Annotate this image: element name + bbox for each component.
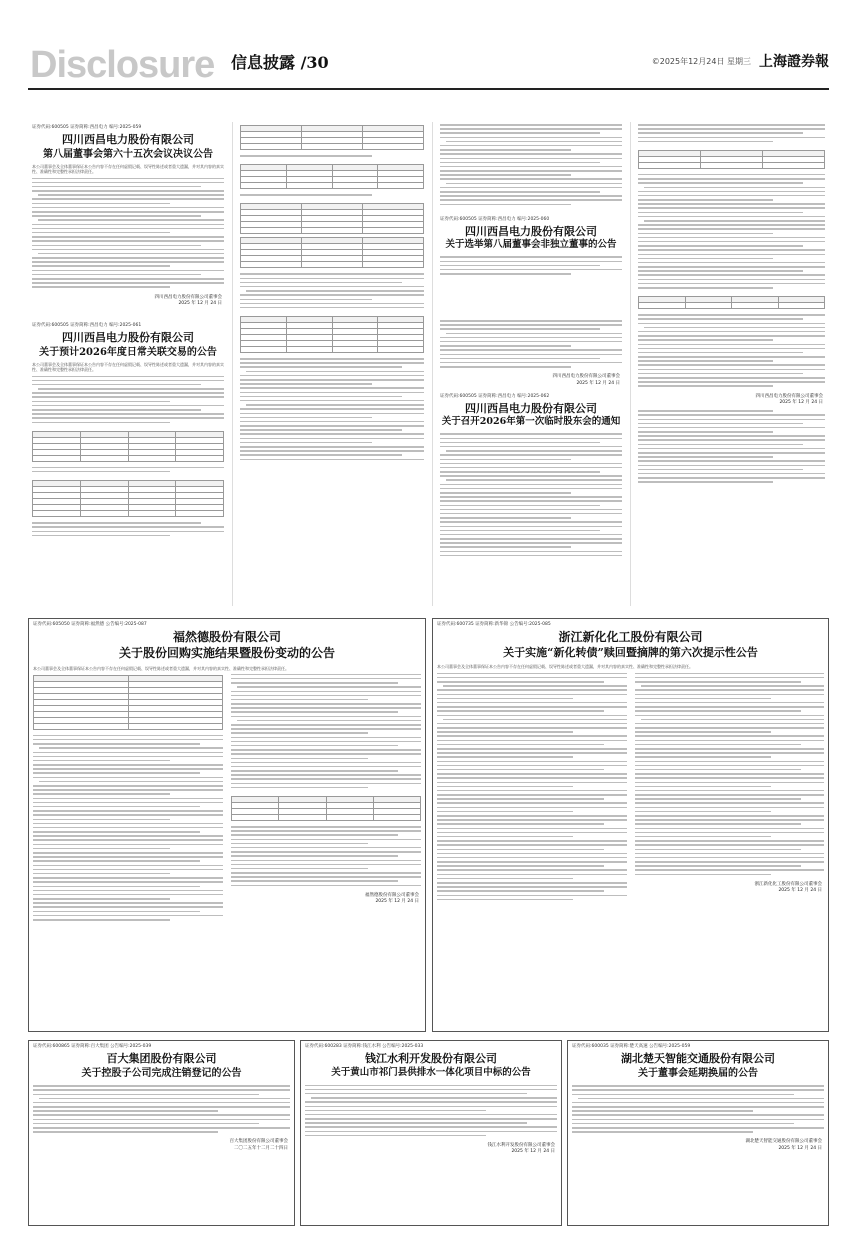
notice-project-bid-won [300, 1040, 562, 1226]
signature-block [634, 392, 829, 409]
body-text [301, 1083, 561, 1141]
sign-date: 2025 年 12 月 24 日 [778, 1145, 822, 1151]
body-text [28, 520, 228, 541]
notice-title: 关于预计2026年度日常关联交易的公告 [39, 346, 217, 358]
masthead [28, 40, 829, 92]
notice-director-election-text [436, 122, 626, 314]
signature-block [28, 293, 228, 310]
notice-share-buyback [28, 618, 426, 1032]
transactions-table [32, 431, 224, 462]
registration-table [638, 296, 825, 309]
signature-block [436, 372, 626, 389]
signature-block [631, 880, 829, 897]
notice-header: 证券代码:600035 证券简称:楚天高速 公告编号:2025-059 [572, 1044, 691, 1049]
notice-meeting-continuation [634, 122, 829, 606]
right-column [631, 671, 829, 905]
signer: 福然德股份有限公司董事会 [365, 892, 419, 898]
notice-header: 证券代码:605050 证券简称:福然德 公告编号:2025-087 [33, 622, 147, 627]
notice-title: 关于控股子公司完成注销登记的公告 [81, 1067, 242, 1079]
notice-header: 证券代码:600283 证券简称:钱江水利 公告编号:2025-033 [305, 1044, 424, 1049]
declaration: 本公司董事会及全体董事保证本公告内容不存在任何虚假记载、误导性陈述或者重大遗漏，并对其内容的真实性、准确性和完整性承担法律责任。 [437, 664, 693, 670]
declaration: 本公司董事会及全体董事保证本公告内容不存在任何虚假记载、误导性陈述或者重大遗漏，并对其内容的真实性、准确性和完整性承担法律责任。 [32, 164, 224, 175]
data-table [240, 164, 424, 189]
section-title: 信息披露 /30 [231, 53, 329, 72]
agenda-table [638, 150, 825, 169]
column-divider [232, 122, 233, 606]
sign-date: 2025 年 12 月 24 日 [576, 380, 620, 386]
notice-title: 关于选举第八届董事会非独立董事的公告 [445, 239, 617, 251]
company-name: 四川西昌电力股份有限公司 [465, 401, 597, 415]
share-change-table [231, 796, 421, 821]
notice-title: 关于召开2026年第一次临时股东会的通知 [441, 416, 621, 428]
notice-header: 证券代码:600865 证券简称:百大集团 公告编号:2025-039 [33, 1044, 152, 1049]
two-column-body [29, 672, 425, 925]
sign-date: 2025 年 12 月 24 日 [178, 300, 222, 306]
transactions-table [32, 480, 224, 517]
body-text [433, 671, 631, 905]
notice-bond-redemption [432, 618, 829, 1032]
body-text [436, 122, 626, 210]
signer: 钱江水利开发股份有限公司董事会 [487, 1143, 555, 1148]
body-text [236, 271, 428, 313]
company-name: 百大集团股份有限公司 [106, 1052, 217, 1065]
signer: 四川西昌电力股份有限公司董事会 [154, 294, 222, 300]
notice-related-transactions [28, 320, 228, 606]
column-divider [630, 122, 631, 606]
company-name: 四川西昌电力股份有限公司 [62, 133, 194, 146]
sign-date: 2025 年 12 月 24 日 [779, 399, 823, 405]
body-text [631, 671, 829, 880]
signer: 百大集团股份有限公司董事会 [229, 1139, 288, 1145]
notice-header: 证券代码:600505 证券简称:西昌电力 编号:2025-062 [440, 393, 550, 399]
sign-date: 2025 年 12 月 24 日 [511, 1149, 555, 1155]
company-name: 四川西昌电力股份有限公司 [62, 331, 194, 344]
data-table [240, 125, 424, 150]
body-text [236, 356, 428, 465]
sign-date: 2025 年 12 月 24 日 [778, 888, 822, 894]
notice-title: 关于董事会延期换届的公告 [638, 1067, 758, 1079]
right-column [227, 672, 425, 925]
notice-continuation [236, 122, 428, 606]
body-text [28, 374, 228, 428]
signature-block [227, 891, 425, 908]
notice-title: 第八届董事会第六十五次会议决议公告 [43, 148, 213, 160]
company-name: 四川西昌电力股份有限公司 [465, 224, 597, 238]
body-text [436, 431, 626, 561]
buyback-summary-table [33, 675, 223, 730]
body-text [634, 312, 829, 391]
body-text [227, 824, 425, 891]
notice-subsidiary-deregistration [28, 1040, 295, 1226]
signature-block [29, 1137, 294, 1154]
body-text [236, 153, 428, 161]
left-column [433, 671, 631, 905]
data-table [240, 316, 424, 353]
body-text [28, 465, 228, 477]
sign-date: 2025 年 12 月 24 日 [375, 899, 419, 905]
signer: 湖北楚天智能交通股份有限公司董事会 [745, 1139, 822, 1145]
body-text [28, 176, 228, 293]
notice-board-resolution [28, 122, 228, 312]
column-divider [432, 122, 433, 606]
declaration: 本公司董事会及全体董事保证本公告内容不存在任何虚假记载、误导性陈述或者重大遗漏，并对其内容的真实性、准确性和完整性承担法律责任。 [32, 362, 224, 373]
signature-block [301, 1141, 561, 1158]
signer: 四川西昌电力股份有限公司董事会 [755, 393, 823, 399]
body-text [227, 672, 425, 793]
body-text [29, 1083, 294, 1137]
two-column-body [433, 671, 828, 905]
notice-board-term-extension [567, 1040, 829, 1226]
signer: 四川西昌电力股份有限公司董事会 [552, 374, 620, 380]
body-text [634, 172, 829, 293]
notice-title: 关于黄山市祁门县供排水一体化项目中标的公告 [331, 1066, 531, 1078]
masthead-right [652, 51, 829, 71]
masthead-disclosure-word: Disclosure [30, 44, 215, 86]
company-name: 湖北楚天智能交通股份有限公司 [621, 1052, 775, 1065]
issue-date: ©2025年12月24日 星期三 [651, 56, 751, 66]
body-text [568, 1083, 828, 1137]
body-text [634, 122, 829, 147]
body-text [634, 408, 829, 487]
body-text [436, 318, 626, 372]
sign-date: 二〇二五年十二月二十四日 [234, 1145, 288, 1151]
notice-title: 关于实施“新化转债”赎回暨摘牌的第六次提示性公告 [503, 645, 758, 659]
body-text [29, 733, 227, 925]
data-table [240, 237, 424, 268]
notice-title: 关于股份回购实施结果暨股份变动的公告 [118, 645, 335, 660]
declaration: 本公司董事会及全体董事保证本公告内容不存在任何虚假记载、误导性陈述或者重大遗漏，并对其内容的真实性、准确性和完整性承担法律责任。 [33, 665, 289, 671]
company-name: 钱江水利开发股份有限公司 [365, 1052, 497, 1065]
company-name: 福然德股份有限公司 [172, 630, 281, 644]
notice-header: 证券代码:600505 证券简称:西昌电力 编号:2025-061 [32, 323, 142, 328]
notice-header: 证券代码:600505 证券简称:西昌电力 编号:2025-060 [440, 216, 550, 222]
signature-block [568, 1137, 828, 1154]
notice-header: 证券代码:600505 证券简称:西昌电力 编号:2025-059 [32, 125, 142, 130]
data-table [240, 203, 424, 234]
signer: 浙江新化化工股份有限公司董事会 [754, 881, 822, 887]
left-column [29, 672, 227, 925]
masthead-rule [28, 88, 829, 90]
company-name: 浙江新化化工股份有限公司 [558, 630, 703, 644]
notice-header: 证券代码:600735 证券简称:新华锦 公告编号:2025-085 [437, 622, 551, 627]
body-text [436, 254, 626, 279]
notice-shareholder-meeting [436, 318, 626, 606]
body-text [236, 192, 428, 200]
newspaper-logo: 上海證券報 [759, 54, 829, 70]
